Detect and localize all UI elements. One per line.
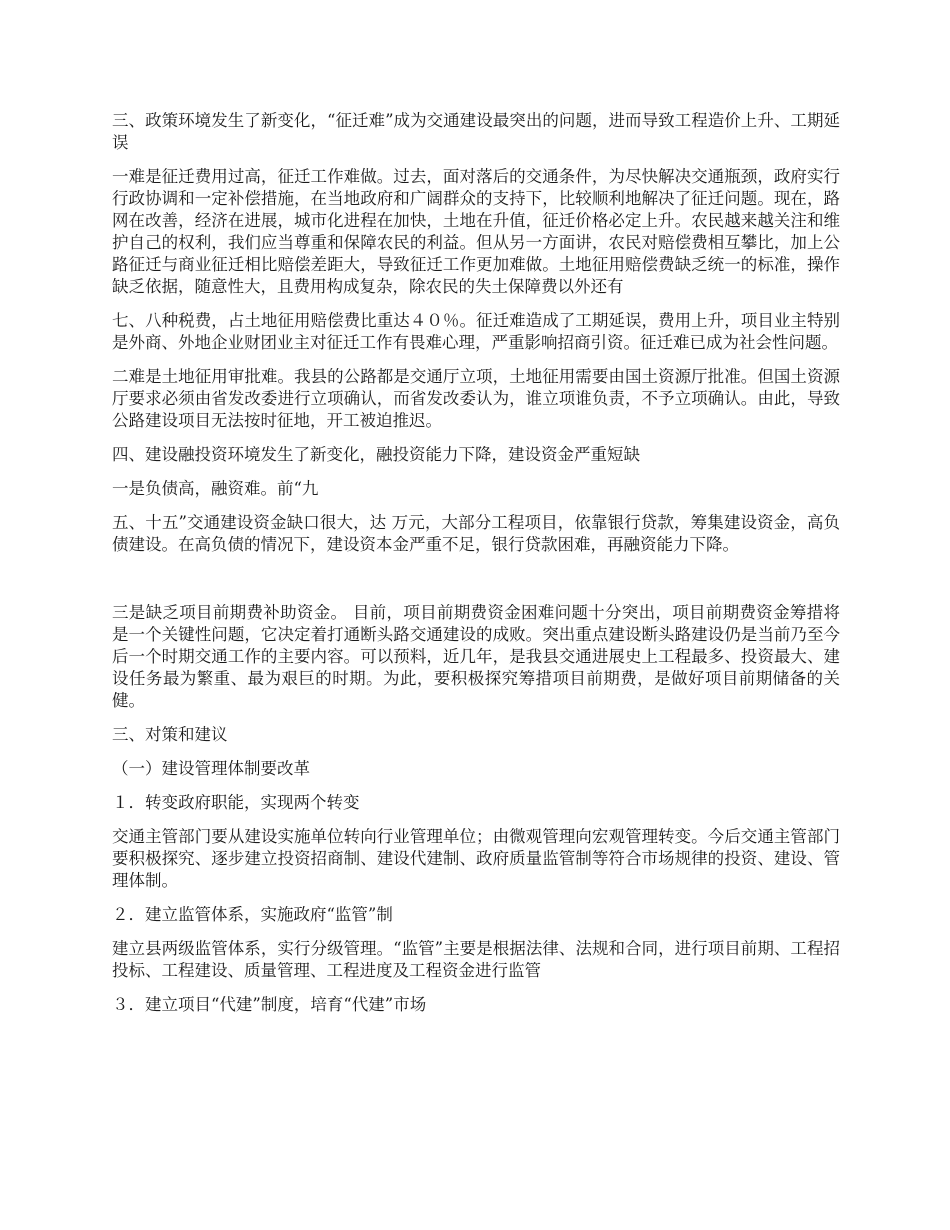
heading-financing-environment: 四、建设融投资环境发生了新变化，融投资能力下降，建设资金严重短缺 — [112, 445, 640, 464]
subheading-management-reform: （一）建设管理体制要改革 — [112, 759, 310, 778]
paragraph-supervision-detail: 建立县两级监管体系，实行分级管理。“监管”主要是根据法律、法规和合同，进行项目前期、工程招投标、工程建设、质量管理、工程进度及工程资金进行监管 — [112, 939, 840, 980]
item-supervision-system: ２．建立监管体系，实施政府“监管”制 — [112, 905, 393, 924]
item-government-function: １．转变政府职能，实现两个转变 — [112, 793, 360, 812]
paragraph-tax-fees: 七、八种税费，占土地征用赔偿费比重达４０％。征迁难造成了工期延误，费用上升，项目业主特别是外商、外地企业财团业主对征迁工作有畏难心理，严重影响招商引资。征迁难已成为社会性问题。 — [112, 311, 840, 352]
paragraph-relocation-cost: 一难是征迁费用过高，征迁工作难做。过去，面对落后的交通条件，为尽快解决交通瓶颈，政府实行行政协调和一定补偿措施，在当地政府和广阔群众的支持下，比较顺利地解决了征迁问题。现在，路网在改善，经济在进展，城市化进程在加快，土地在升值，征迁价格必定上升。农民越来越关注和维护自己的权利，我们应当尊重和保障农民的利益。但从另一方面讲，农民对赔偿费相互攀比，加上公路征迁与商业征迁相比赔偿差距大，导致征迁工作更加难做。土地征用赔偿费缺乏统一的标准，操作缺乏依据，随意性大，且费用构成复杂，除农民的失土保障费以外还有 — [112, 167, 840, 296]
paragraph-land-approval: 二难是土地征用审批难。我县的公路都是交通厅立项，土地征用需要由国土资源厅批准。但国土资源厅要求必须由省发改委进行立项确认，而省发改委认为，谁立项谁负责，不予立项确认。由此，导致公路建设项目无法按时征地，开工被迫推迟。 — [112, 367, 840, 430]
heading-policy-environment: 三、政策环境发生了新变化，“征迁难”成为交通建设最突出的问题，进而导致工程造价上升、工期延误 — [112, 111, 840, 152]
paragraph-high-debt: 一是负债高，融资难。前“九 — [112, 479, 319, 498]
document-page — [112, 110, 840, 1028]
heading-countermeasures: 三、对策和建议 — [112, 725, 228, 744]
paragraph-preliminary-funds: 三是缺乏项目前期费补助资金。 目前，项目前期费资金困难问题十分突出，项目前期费资金筹措将是一个关键性问题，它决定着打通断头路交通建设的成败。突出重点建设断头路建设仍是当前乃至今后一个时期交通工作的主要内容。可以预料，近几年，是我县交通进展史上工程最多、投资最大、建设任务最为繁重、最为艰巨的时期。为此，要积极探究筹措项目前期费，是做好项目前期储备的关健。 — [112, 603, 840, 710]
paragraph-transport-department: 交通主管部门要从建设实施单位转向行业管理单位；由微观管理向宏观管理转变。今后交通主管部门要积极探究、逐步建立投资招商制、建设代建制、政府质量监管制等符合市场规律的投资、建设、管理体制。 — [112, 827, 840, 890]
item-agent-construction: ３．建立项目“代建”制度，培育“代建”市场 — [112, 995, 427, 1014]
paragraph-funding-gap: 五、十五”交通建设资金缺口很大，达 万元，大部分工程项目，依靠银行贷款，筹集建设资金，高负债建设。在高负债的情况下，建设资本金严重不足，银行贷款困难，再融资能力下降。 — [112, 513, 840, 554]
